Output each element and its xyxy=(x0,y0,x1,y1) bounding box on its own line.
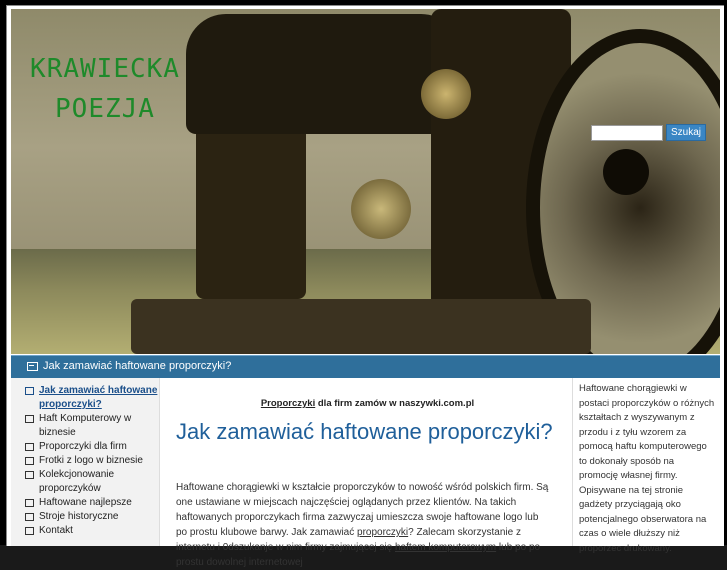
main-content xyxy=(166,378,569,568)
arrow-box-icon xyxy=(25,415,34,423)
sidebar-item-label: Kontakt xyxy=(39,525,73,536)
machine-tension-plate xyxy=(421,69,471,119)
arrow-box-icon xyxy=(25,499,34,507)
promo-line xyxy=(166,398,569,409)
header-banner xyxy=(11,9,720,354)
page xyxy=(6,5,724,568)
sidebar-item-label: Jak zamawiać haftowane proporczyki? xyxy=(39,385,158,410)
sidebar-item-proporczyki-dla-firm[interactable] xyxy=(25,440,159,454)
article-link-haft[interactable]: haftem komputerowym xyxy=(394,542,497,553)
sidebar-item-label: Proporczyki dla firm xyxy=(39,441,127,452)
wheel-hub xyxy=(603,149,649,195)
article-text-1: Haftowane chorągiewki w kształcie proporczyków to nowość wśród polskich firm. Są one ustawiane w miejscach najczęściej oglądanych przez klientów. Na takich haftowanych proporczykach firma zazwyczaj umieszcza swoje haftowane logo lub po prostu klubowe barwy. Jak zamawiać xyxy=(176,482,549,538)
promo-link[interactable]: Proporczyki xyxy=(260,398,316,409)
sewing-machine-base xyxy=(131,299,591,354)
sidebar-menu xyxy=(11,378,159,538)
sidebar-item-stroje-historyczne[interactable] xyxy=(25,510,159,524)
nav-item-current[interactable] xyxy=(27,360,231,372)
promo-text: dla firm zamów w naszywki.com.pl xyxy=(315,398,475,409)
page-title: Jak zamawiać haftowane proporczyki? xyxy=(176,419,553,444)
arrow-box-icon xyxy=(25,387,34,395)
article-link-proporczyki[interactable]: proporczyki xyxy=(357,527,409,538)
sidebar-item-label: Stroje historyczne xyxy=(39,511,119,522)
right-sidebar-text: Haftowane chorągiewki w postaci proporczyków o różnych kształtach z wyszywanym z przodu i z tyłu wzorem za pomocą haftu komputerowego to dokonały sposób na promocję własnej firmy. Opisywane na tej stronie gadżety przyciągają oko potencjalnego obserwatora na czas o wiele dłuższy niż proporzec drukowany. xyxy=(579,383,715,554)
sidebar xyxy=(11,378,160,546)
arrow-box-icon xyxy=(25,513,34,521)
arrow-box-icon xyxy=(25,527,34,535)
arrow-box-icon xyxy=(25,443,34,451)
sidebar-item-label: Haftowane najlepsze xyxy=(39,497,132,508)
sidebar-item-label: Kolekcjonowanie proporczyków xyxy=(39,469,115,494)
article-text-3: lub po po prostu dowolnej internetowej xyxy=(176,542,541,568)
arrow-box-icon xyxy=(25,471,34,479)
nav-item-label: Jak zamawiać haftowane proporczyki? xyxy=(43,360,232,372)
machine-plate xyxy=(351,179,411,239)
sidebar-item-haftowane-najlepsze[interactable] xyxy=(25,496,159,510)
sidebar-item-label: Haft Komputerowy w biznesie xyxy=(39,413,132,438)
site-title-line1: KRAWIECKA xyxy=(30,54,180,84)
arrow-box-icon xyxy=(27,362,38,371)
sidebar-item-haft-komputerowy[interactable] xyxy=(25,412,159,440)
article-text-2: ? Zalecam skorzystanie z internetu i 0dszukanje w nim firmy zajmującej się xyxy=(176,527,521,553)
article-paragraph xyxy=(176,480,552,570)
sidebar-item-kontakt[interactable] xyxy=(25,524,159,538)
site-title[interactable] xyxy=(25,49,185,129)
sidebar-item-kolekcjonowanie[interactable] xyxy=(25,468,159,496)
right-sidebar xyxy=(572,378,721,554)
search-button[interactable]: Szukaj xyxy=(666,124,706,141)
sidebar-item-frotki[interactable] xyxy=(25,454,159,468)
sidebar-item-label: Frotki z logo w biznesie xyxy=(39,455,143,466)
search-input[interactable] xyxy=(591,125,663,141)
nav-bar xyxy=(11,355,720,378)
sidebar-item-jak-zamawiac[interactable] xyxy=(25,384,159,412)
arrow-box-icon xyxy=(25,457,34,465)
site-title-line2: POEZJA xyxy=(55,94,155,124)
sewing-machine-arm xyxy=(186,14,461,134)
